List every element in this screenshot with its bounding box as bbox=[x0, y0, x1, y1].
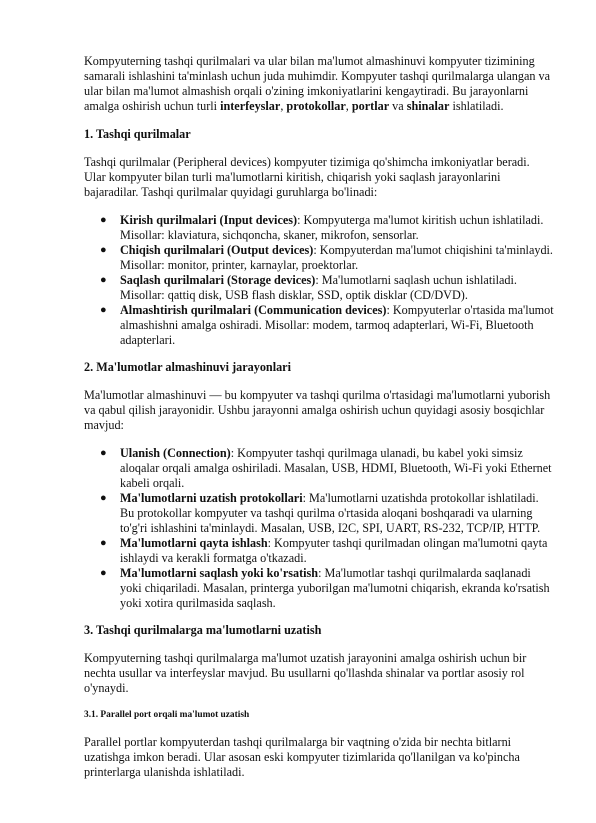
bullet-icon: ● bbox=[100, 567, 107, 579]
list-item-term: Almashtirish qurilmalari (Communication devices) bbox=[120, 303, 387, 317]
list-item-term: Saqlash qurilmalari (Storage devices) bbox=[120, 273, 316, 287]
intro-term-interfeyslar: interfeyslar bbox=[220, 99, 281, 113]
section1-heading: 1. Tashqi qurilmalar bbox=[84, 127, 191, 141]
list-item-text: : Ma'lumotlarni uzatishda protokollar ishlatiladi. Bu protokollar kompyuter va tashqi qurilma o'rtasida aloqani boshqaradi va ularning to'g'ri ishlashini ta'minlaydi. Masalan, USB, I2C, SPI, UART, RS-232, TCP/IP, HTTP. bbox=[120, 491, 541, 535]
bullet-icon: ● bbox=[100, 492, 107, 504]
list-item-text: : Kompyuter tashqi qurilmadan olingan ma'lumotni qayta ishlaydi va kerakli formatga o'tkazadi. bbox=[120, 536, 548, 565]
list-item bbox=[84, 536, 554, 566]
section1-list bbox=[84, 213, 554, 348]
list-item-text: : Kompyuterdan ma'lumot chiqishini ta'minlaydi. Misollar: monitor, printer, karnaylar, proektorlar. bbox=[120, 243, 553, 272]
bullet-icon: ● bbox=[100, 447, 107, 459]
subsection-paragraph: Parallel portlar kompyuterdan tashqi qurilmalarga bir vaqtning o'zida bir nechta bitlarni uzatishga imkon beradi. Ular asosan eski kompyuter tizimlarida qo'llanilgan va ko'pincha printerlarga ulanishda ishlatiladi. bbox=[84, 735, 520, 779]
intro-sep: , bbox=[345, 99, 352, 113]
list-item-text: : Ma'lumotlar tashqi qurilmalarda saqlanadi yoki chiqariladi. Masalan, printerga yuborilgan ma'lumotni chiqarish, ekranda ko'rsatish yoki xotira qurilmasida saqlash. bbox=[120, 566, 550, 610]
section2-list bbox=[84, 446, 554, 611]
list-item-term: Chiqish qurilmalari (Output devices) bbox=[120, 243, 314, 257]
list-item bbox=[84, 491, 554, 536]
list-item-term: Kirish qurilmalari (Input devices) bbox=[120, 213, 298, 227]
section3-heading: 3. Tashqi qurilmalarga ma'lumotlarni uzatish bbox=[84, 623, 322, 637]
intro-paragraph bbox=[84, 54, 554, 114]
subsection-heading: 3.1. Parallel port orqali ma'lumot uzatish bbox=[84, 710, 250, 720]
bullet-icon: ● bbox=[100, 274, 107, 286]
list-item-text: : Kompyuterlar o'rtasida ma'lumot almashishni amalga oshiradi. Misollar: modem, tarmoq adapterlari, Wi-Fi, Bluetooth adapterlari. bbox=[120, 303, 554, 347]
list-item-text: : Kompyuterga ma'lumot kiritish uchun ishlatiladi. Misollar: klaviatura, sichqoncha, skaner, mikrofon, sensorlar. bbox=[120, 213, 544, 242]
list-item bbox=[84, 303, 554, 348]
bullet-icon: ● bbox=[100, 214, 107, 226]
bullet-icon: ● bbox=[100, 537, 107, 549]
list-item-term: Ma'lumotlarni uzatish protokollari bbox=[120, 491, 303, 505]
intro-sep: va bbox=[389, 99, 407, 113]
document-content bbox=[84, 54, 554, 793]
bullet-icon: ● bbox=[100, 244, 107, 256]
list-item bbox=[84, 446, 554, 491]
section1-paragraph: Tashqi qurilmalar (Peripheral devices) kompyuter tizimiga qo'shimcha imkoniyatlar beradi. Ular kompyuter bilan turli ma'lumotlarni kiritish, chiqarish yoki saqlash jarayonlarini bajaradilar. Tashqi qurilmalar quyidagi guruhlarga bo'linadi: bbox=[84, 155, 530, 199]
list-item-text: : Kompyuter tashqi qurilmaga ulanadi, bu kabel yoki simsiz aloqalar orqali amalga oshiriladi. Masalan, USB, HDMI, Bluetooth, Wi-Fi yoki Ethernet kabeli orqali. bbox=[120, 446, 552, 490]
list-item bbox=[84, 273, 554, 303]
list-item-term: Ulanish (Connection) bbox=[120, 446, 231, 460]
list-item bbox=[84, 213, 554, 243]
intro-sep: , bbox=[280, 99, 287, 113]
intro-term-protokollar: protokollar bbox=[286, 99, 346, 113]
list-item-text: : Ma'lumotlarni saqlash uchun ishlatiladi. Misollar: qattiq disk, USB flash disklar, SSD, optik disklar (CD/DVD). bbox=[120, 273, 517, 302]
intro-text: Kompyuterning tashqi qurilmalari va ular bilan ma'lumot almashinuvi kompyuter tizimining samarali ishlashini ta'minlash uchun juda muhimdir. Kompyuter tashqi qurilmalarga ulangan va ular bilan ma'lumot almashish orqali o'zining imkoniyatlarini kengaytiradi. Bu jarayonlarni amalga oshirish uchun turli bbox=[84, 54, 551, 113]
section2-paragraph: Ma'lumotlar almashinuvi — bu kompyuter va tashqi qurilma o'rtasidagi ma'lumotlarni yuborish va qabul qilish jarayonidir. Ushbu jarayonni amalga oshirish uchun quyidagi asosiy bosqichlar mavjud: bbox=[84, 388, 551, 432]
list-item bbox=[84, 566, 554, 611]
bullet-icon: ● bbox=[100, 304, 107, 316]
intro-term-shinalar: shinalar bbox=[406, 99, 450, 113]
section2-heading: 2. Ma'lumotlar almashinuvi jarayonlari bbox=[84, 360, 291, 374]
intro-end: ishlatiladi. bbox=[449, 99, 504, 113]
list-item bbox=[84, 243, 554, 273]
intro-term-portlar: portlar bbox=[351, 99, 390, 113]
list-item-term: Ma'lumotlarni qayta ishlash bbox=[120, 536, 268, 550]
section3-paragraph: Kompyuterning tashqi qurilmalarga ma'lumot uzatish jarayonini amalga oshirish uchun bir nechta usullar va interfeyslar mavjud. Bu usullarni qo'llashda shinalar va portlar asosiy rol o'ynaydi. bbox=[84, 651, 527, 695]
list-item-term: Ma'lumotlarni saqlash yoki ko'rsatish bbox=[120, 566, 319, 580]
